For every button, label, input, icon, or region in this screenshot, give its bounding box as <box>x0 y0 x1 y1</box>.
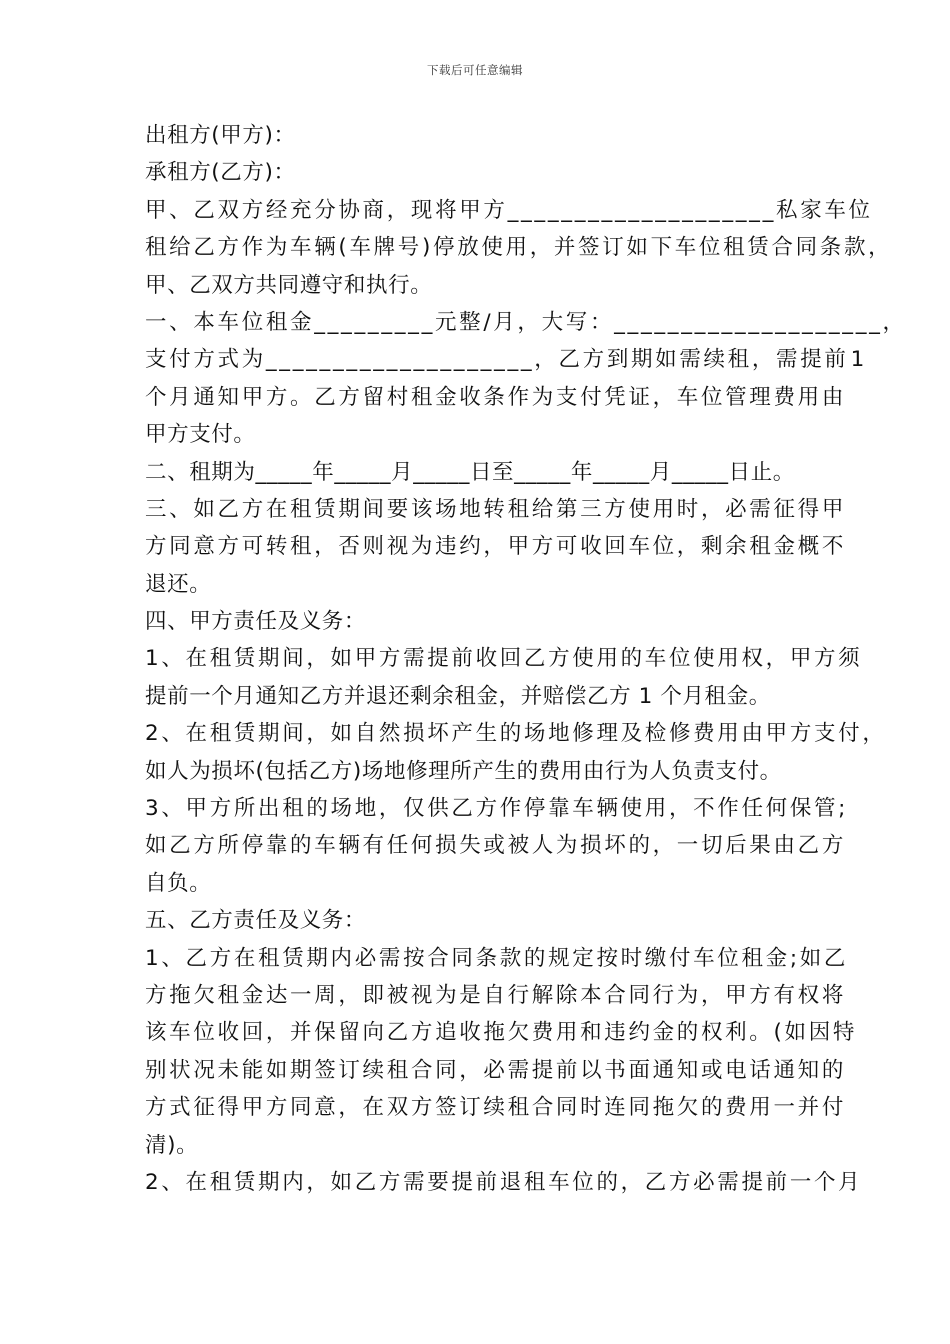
contract-line: 承租方(乙方)： <box>145 160 296 186</box>
contract-line: 提前一个月通知乙方并退还剩余租金，并赔偿乙方 1 个月租金。 <box>145 683 771 709</box>
contract-line: 五、乙方责任及义务： <box>145 908 367 934</box>
contract-line: 租​ 给​ 乙​ 方​ 作​ 为​ 车​ 辆​ (​ 车​ 牌​ 号​ )​ 停​ 放​ 使​ 用​ ，​ 并​ 签​ 订​ 如​ 下​ 车​ 位​ 租​ 赁​ 合​ 同​ 条​ 款​ ， <box>145 235 891 261</box>
contract-line: 该​ 车​ 位​ 收​ 回​ ，​ 并​ 保​ 留​ 向​ 乙​ 方​ 追​ 收​ 拖​ 欠​ 费​ 用​ 和​ 违​ 约​ 金​ 的​ 权​ 利​ 。​ (​ 如​ 因​ 特 <box>145 1020 855 1046</box>
contract-line: 三​ 、​ 如​ 乙​ 方​ 在​ 租​ 赁​ 期​ 间​ 要​ 该​ 场​ 地​ 转​ 租​ 给​ 第​ 三​ 方​ 使​ 用​ 时​ ，​ 必​ 需​ 征​ 得​ 甲 <box>145 496 844 522</box>
contract-line: 出租方(甲方)： <box>145 123 296 148</box>
contract-line: 方​ 拖​ 欠​ 租​ 金​ 达​ 一​ 周​ ，​ 即​ 被​ 视​ 为​ 是​ 自​ 行​ 解​ 除​ 本​ 合​ 同​ 行​ 为​ ，​ 甲​ 方​ 有​ 权​ 将 <box>145 982 844 1008</box>
contract-body <box>145 117 905 1201</box>
contract-line: 方​ 同​ 意​ 方​ 可​ 转​ 租​ ，​ 否​ 则​ 视​ 为​ 违​ 约​ ，​ 甲​ 方​ 可​ 收​ 回​ 车​ 位​ ，​ 剩​ 余​ 租​ 金​ 概​ 不 <box>145 534 844 560</box>
contract-line: 清)。 <box>145 1132 199 1158</box>
contract-line: 二、租期为_____年_____月_____日至_____年_____月_____日止。 <box>145 459 795 485</box>
contract-line: 方​ 式​ 征​ 得​ 甲​ 方​ 同​ 意​ ，​ 在​ 双​ 方​ 签​ 订​ 续​ 租​ 合​ 同​ 时​ 连​ 同​ 拖​ 欠​ 的​ 费​ 用​ 一​ 并​ 付 <box>145 1095 844 1121</box>
contract-line: 2​ 、​ 在​ 租​ 赁​ 期​ 内​ ，​ 如​ 乙​ 方​ 需​ 要​ 提​ 前​ 退​ 租​ 车​ 位​ 的​ ，​ 乙​ 方​ 必​ 需​ 提​ 前​ 一​ 个​ 月 <box>145 1169 861 1195</box>
contract-line: 1​ 、​ 在​ 租​ 赁​ 期​ 间​ ，​ 如​ 甲​ 方​ 需​ 提​ 前​ 收​ 回​ 乙​ 方​ 使​ 用​ 的​ 车​ 位​ 使​ 用​ 权​ ，​ 甲​ 方​ 须 <box>145 646 861 672</box>
contract-line: 支​ 付​ 方​ 式​ 为​ _​ _​ _​ _​ _​ _​ _​ _​ _​ _​ _​ _​ _​ _​ _​ _​ _​ _​ _​ _​ ，​ 乙​ 方​ 到​ 期​ 如​ 需​ 续​ 租​ ，​ 需​ 提​ 前​ ​ 1 <box>145 347 865 373</box>
contract-line: 2​ 、​ 在​ 租​ 赁​ 期​ 间​ ，​ 如​ 自​ 然​ 损​ 坏​ 产​ 生​ 的​ 场​ 地​ 修​ 理​ 及​ 检​ 修​ 费​ 用​ 由​ 甲​ 方​ 支​ 付​ ， <box>145 721 885 747</box>
contract-line: 甲方支付。 <box>145 422 256 448</box>
contract-line: 个​ 月​ 通​ 知​ 甲​ 方​ 。​ 乙​ 方​ 留​ 村​ 租​ 金​ 收​ 条​ 作​ 为​ 支​ 付​ 凭​ 证​ ，​ 车​ 位​ 管​ 理​ 费​ 用​ 由 <box>145 384 844 410</box>
contract-line: 别​ 状​ 况​ 未​ 能​ 如​ 期​ 签​ 订​ 续​ 租​ 合​ 同​ ，​ 必​ 需​ 提​ 前​ 以​ 书​ 面​ 通​ 知​ 或​ 电​ 话​ 通​ 知​ 的 <box>145 1057 844 1083</box>
contract-line: 如人为损坏(包括乙方)场地修理所产生的费用由行为人负责支付。 <box>145 758 782 784</box>
page-header: 下载后可任意编辑 <box>427 63 523 77</box>
contract-line: 3​ 、​ 甲​ 方​ 所​ 出​ 租​ 的​ 场​ 地​ ，​ 仅​ 供​ 乙​ 方​ 作​ 停​ 靠​ 车​ 辆​ 使​ 用​ ，​ 不​ 作​ 任​ 何​ 保​ 管​ ; <box>145 796 846 822</box>
contract-line: 自负。 <box>145 870 212 896</box>
contract-line: 1​ 、​ 乙​ 方​ 在​ 租​ 赁​ 期​ 内​ 必​ 需​ 按​ 合​ 同​ 条​ 款​ 的​ 规​ 定​ 按​ 时​ 缴​ 付​ 车​ 位​ 租​ 金​ ;​ 如​ 乙 <box>145 945 846 971</box>
contract-line: 退还。 <box>145 571 212 597</box>
contract-line: 甲​ 、​ 乙​ 双​ 方​ 经​ 充​ 分​ 协​ 商​ ，​ 现​ 将​ 甲​ 方​ _​ _​ _​ _​ _​ _​ _​ _​ _​ _​ _​ _​ _​ _​ _​ _​ _​ _​ _​ _​ 私​ 家​ 车​ 位 <box>145 197 871 223</box>
contract-line: 四、甲方责任及义务： <box>145 609 367 635</box>
contract-line: 甲、乙双方共同遵守和执行。 <box>145 272 433 298</box>
contract-line: 如​ 乙​ 方​ 所​ 停​ 靠​ 的​ 车​ 辆​ 有​ 任​ 何​ 损​ 失​ 或​ 被​ 人​ 为​ 损​ 坏​ 的​ ，​ 一​ 切​ 后​ 果​ 由​ 乙​ 方 <box>145 833 844 859</box>
contract-line: 一​ 、​ 本​ 车​ 位​ 租​ 金​ _​ _​ _​ _​ _​ _​ _​ _​ _​ 元​ 整​ /​ 月​ ，​ 大​ 写​ ：​ _​ _​ _​ _​ _​ _​ _​ _​ _​ _​ _​ _​ _​ _​ _​ _​ _​ _​ _​ _​ ， <box>145 309 905 335</box>
